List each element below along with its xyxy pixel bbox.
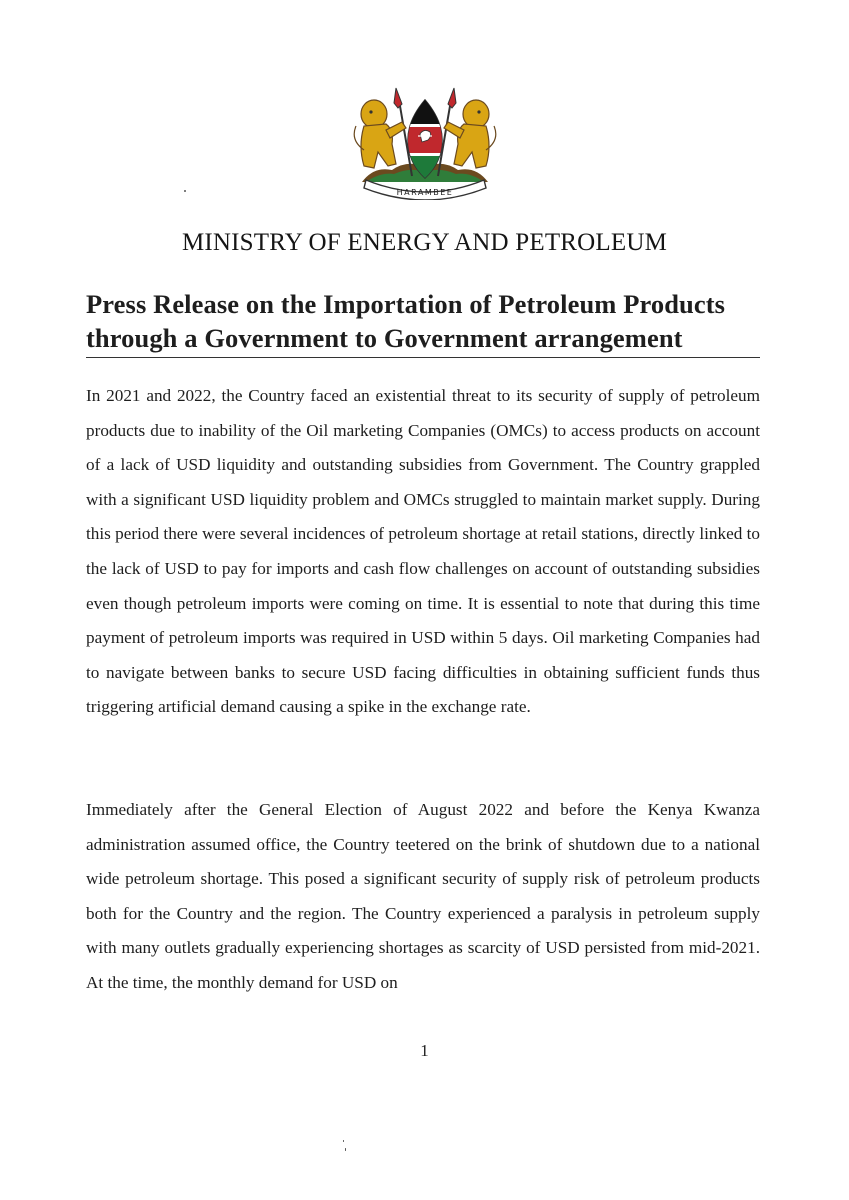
press-release-title-line-2: through a Government to Government arrangement [86, 323, 683, 353]
body-paragraph-1: In 2021 and 2022, the Country faced an existential threat to its security of supply of petroleum products due to inability of the Oil marketing Companies (OMCs) to access products on account of a lack of USD liquidity and outstanding subsidies from Government. The Country grappled with a significant USD liquidity problem and OMCs struggled to maintain market supply. During this period there were several incidences of petroleum shortage at retail stations, directly linked to the lack of USD to pay for imports and cash flow challenges on account of outstanding subsidies even though petroleum imports were coming on time. It is essential to note that during this time payment of petroleum imports was required in USD within 5 days. Oil marketing Companies had to navigate between banks to secure USD facing difficulties in obtaining sufficient funds thus triggering artificial demand causing a spike in the exchange rate. [86, 386, 760, 717]
press-release-title [86, 287, 766, 355]
ministry-title: MINISTRY OF ENERGY AND PETROLEUM [181, 229, 668, 256]
scan-speck [343, 1140, 344, 1142]
kenya-coat-of-arms-icon [344, 70, 506, 200]
title-underline [86, 357, 760, 358]
scan-speck [184, 190, 186, 192]
press-release-title-line-1: Press Release on the Importation of Petroleum Products [86, 289, 726, 319]
page-number: 1 [420, 1041, 429, 1060]
body-paragraph-2: Immediately after the General Election of August 2022 and before the Kenya Kwanza administration assumed office, the Country teetered on the brink of shutdown due to a national wide petroleum shortage. This posed a significant security of supply risk of petroleum products both for the Country and the region. The Country experienced a paralysis in petroleum supply with many outlets gradually experiencing shortages as scarcity of USD persisted from mid-2021. At the time, the monthly demand for USD on [86, 800, 760, 992]
scan-speck [345, 1148, 346, 1151]
emblem-motto: HARAMBEE [396, 188, 454, 197]
